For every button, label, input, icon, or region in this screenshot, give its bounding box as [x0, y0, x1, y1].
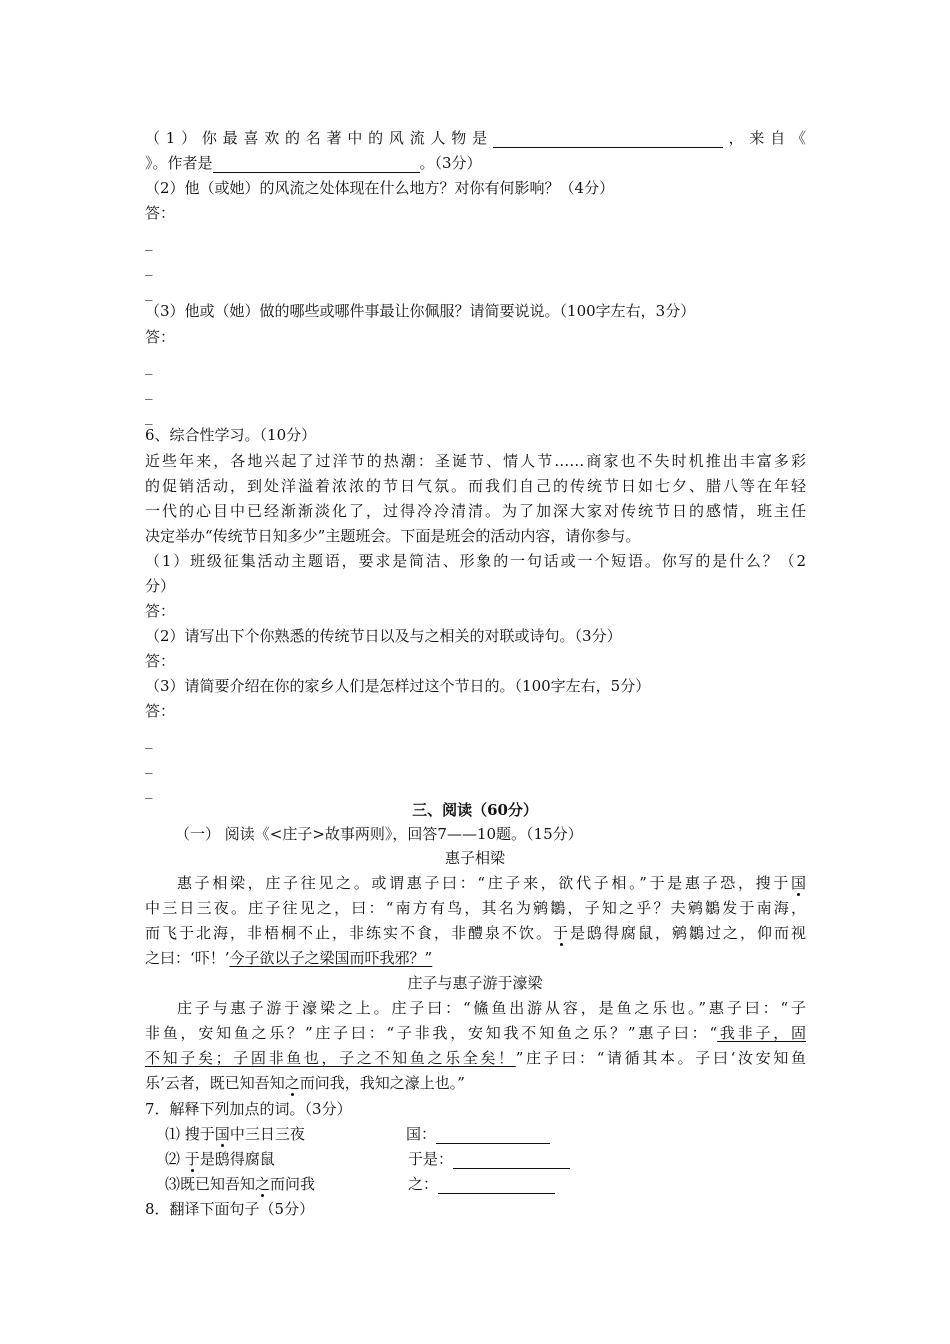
story1-line [145, 948, 432, 968]
story1-title: 惠子相梁 [444, 849, 505, 867]
underlined-sentence: 我非子，固 [717, 1024, 806, 1042]
item-text: 搜于 [180, 1125, 215, 1143]
story2-title: 庄子与惠子游于濠梁 [407, 974, 543, 992]
q6-item2: （2）请写出下个你熟悉的传统节日以及与之相关的对联或诗句。（3分） [145, 627, 622, 645]
q6-intro-line: 决定举办“传统节日知多少”主题班会。下面是班会的活动内容，请你参与。 [145, 527, 641, 545]
q5-item1-prompt: （1）你最喜欢的名著中的风流人物是 [145, 129, 493, 147]
q7-title: 7．解释下列加点的词。（3分） [145, 1100, 352, 1118]
item-text: 而问我 [270, 1175, 316, 1193]
story2-text: 非鱼，安知鱼之乐？”庄子曰：“子非我，安知我不知鱼之乐？”惠子曰：“ [145, 1024, 718, 1042]
q5-item1-mid: ，来自《 [722, 129, 806, 147]
underlined-sentence: 今子欲以子之梁国而吓我邪？” [229, 949, 433, 967]
item-text: 是鸱得腐鼠 [199, 1150, 275, 1168]
item-number: ⑴ [165, 1125, 181, 1143]
q5-item1-line2-end: 。（3分） [419, 154, 482, 172]
q7-answer [406, 1124, 550, 1144]
q6-intro-line: 近些年来，各地兴起了过洋节的热潮：圣诞节、情人节……商家也不失时机推出丰富多彩 [145, 452, 806, 470]
answer-line[interactable]: _ [145, 357, 153, 375]
story1-line [177, 873, 806, 893]
story1-line: 中三日三夜。庄子往见之，曰：“南方有鸟，其名为鹓鶵，子知之乎？夫鹓鶵发于南海， [145, 899, 806, 917]
q5-item1-line2 [145, 153, 482, 173]
section-subheading: （一） 阅读《<庄子>故事两则》，回答7——10题。（15分） [175, 825, 583, 843]
item-text: 既已知吾知 [180, 1175, 256, 1193]
q6-intro-line: 一代的心目中已经渐渐淡化了，过得冷冷清清。为了加深大家对传统节日的感情，班主任 [145, 502, 806, 520]
q7-item [165, 1174, 315, 1194]
dotted-word: 于 [184, 1150, 200, 1168]
answer-line[interactable]: _ [145, 407, 153, 425]
dotted-word: 于 [552, 924, 570, 942]
answer-label: 国： [406, 1125, 437, 1143]
item-number: ⑵ [165, 1150, 181, 1168]
answer-label: 答： [145, 328, 176, 346]
dotted-word: 之 [284, 1074, 300, 1092]
story1-text: 是鸱得腐鼠，鹓鶵过之，仰而视 [569, 924, 806, 942]
story1-text: 而飞于北海，非梧桐不止，非练实不食，非醴泉不饮。 [145, 924, 553, 942]
q8-title: 8．翻译下面句子（5分） [145, 1200, 315, 1218]
answer-blank[interactable] [438, 1179, 555, 1194]
answer-label: 之： [408, 1175, 439, 1193]
section-heading: 三、阅读（60分） [412, 801, 538, 819]
q7-item [165, 1149, 275, 1169]
q7-answer [408, 1149, 570, 1169]
underlined-sentence: 不知子矣；子固非鱼也，子之不知鱼之乐全矣！ [145, 1049, 516, 1067]
q6-intro-line: 的促销活动，到处洋溢着浓浓的节日气氛。而我们自己的传统节日如七夕、腊八等在年轻 [145, 477, 806, 495]
answer-line[interactable]: _ [145, 781, 153, 799]
story2-line [145, 1073, 465, 1093]
answer-label: 答： [145, 602, 176, 620]
item-number: ⑶ [165, 1175, 181, 1193]
story2-text: 而问我，我知之濠上也。” [299, 1074, 465, 1092]
answer-blank[interactable] [453, 1154, 570, 1169]
story1-line [145, 923, 806, 943]
dotted-word: 国 [214, 1125, 230, 1143]
answer-label: 答： [145, 204, 176, 222]
q6-item3: （3）请简要介绍在你的家乡人们是怎样过这个节日的。（100字左右，5分） [145, 677, 651, 695]
story2-text: 乐’云者，既已知吾知 [145, 1074, 285, 1092]
story2-text: ”庄子曰：“请循其本。子曰‘汝安知鱼 [515, 1049, 806, 1067]
answer-label: 答： [145, 652, 176, 670]
q6-item1-line1: （1）班级征集活动主题语，要求是简洁、形象的一句话或一个短语。你写的是什么？（2 [145, 552, 806, 570]
q5-item3: （3）他或（她）做的哪些或哪件事最让你佩服？请简要说说。（100字左右，3分） [145, 302, 696, 320]
story2-line [145, 1023, 806, 1043]
story1-text: 之曰：‘吓！’ [145, 949, 230, 967]
author-blank[interactable] [213, 158, 420, 173]
story1-text: 惠子相梁，庄子往见之。或谓惠子曰：“庄子来，欲代子相。”于是惠子恐，搜于 [177, 874, 791, 892]
dotted-word: 国 [790, 874, 806, 892]
q5-item1-line1 [145, 128, 806, 148]
q7-item [165, 1124, 305, 1144]
answer-blank[interactable] [493, 133, 723, 148]
answer-line[interactable]: _ [145, 382, 153, 400]
q7-answer [408, 1174, 555, 1194]
answer-blank[interactable] [436, 1129, 550, 1144]
answer-line[interactable]: _ [145, 233, 153, 251]
q6-item1-line2: 分） [145, 577, 176, 595]
item-text: 中三日三夜 [229, 1125, 305, 1143]
answer-label: 答： [145, 702, 176, 720]
story2-line [145, 1048, 806, 1068]
answer-label: 于是： [408, 1150, 454, 1168]
dotted-word: 之 [255, 1175, 271, 1193]
answer-line[interactable]: _ [145, 258, 153, 276]
answer-line[interactable]: _ [145, 283, 153, 301]
q6-title: 6、综合性学习。（10分） [145, 426, 317, 444]
answer-line[interactable]: _ [145, 731, 153, 749]
story2-line: 庄子与惠子游于濠梁之上。庄子曰：“鯈鱼出游从容，是鱼之乐也。”惠子曰：“子 [177, 999, 806, 1017]
answer-line[interactable]: _ [145, 756, 153, 774]
q5-item1-line2-start: 》。作者是 [145, 154, 213, 172]
q5-item2: （2）他（或她）的风流之处体现在什么地方？对你有何影响？（4分） [145, 179, 615, 197]
